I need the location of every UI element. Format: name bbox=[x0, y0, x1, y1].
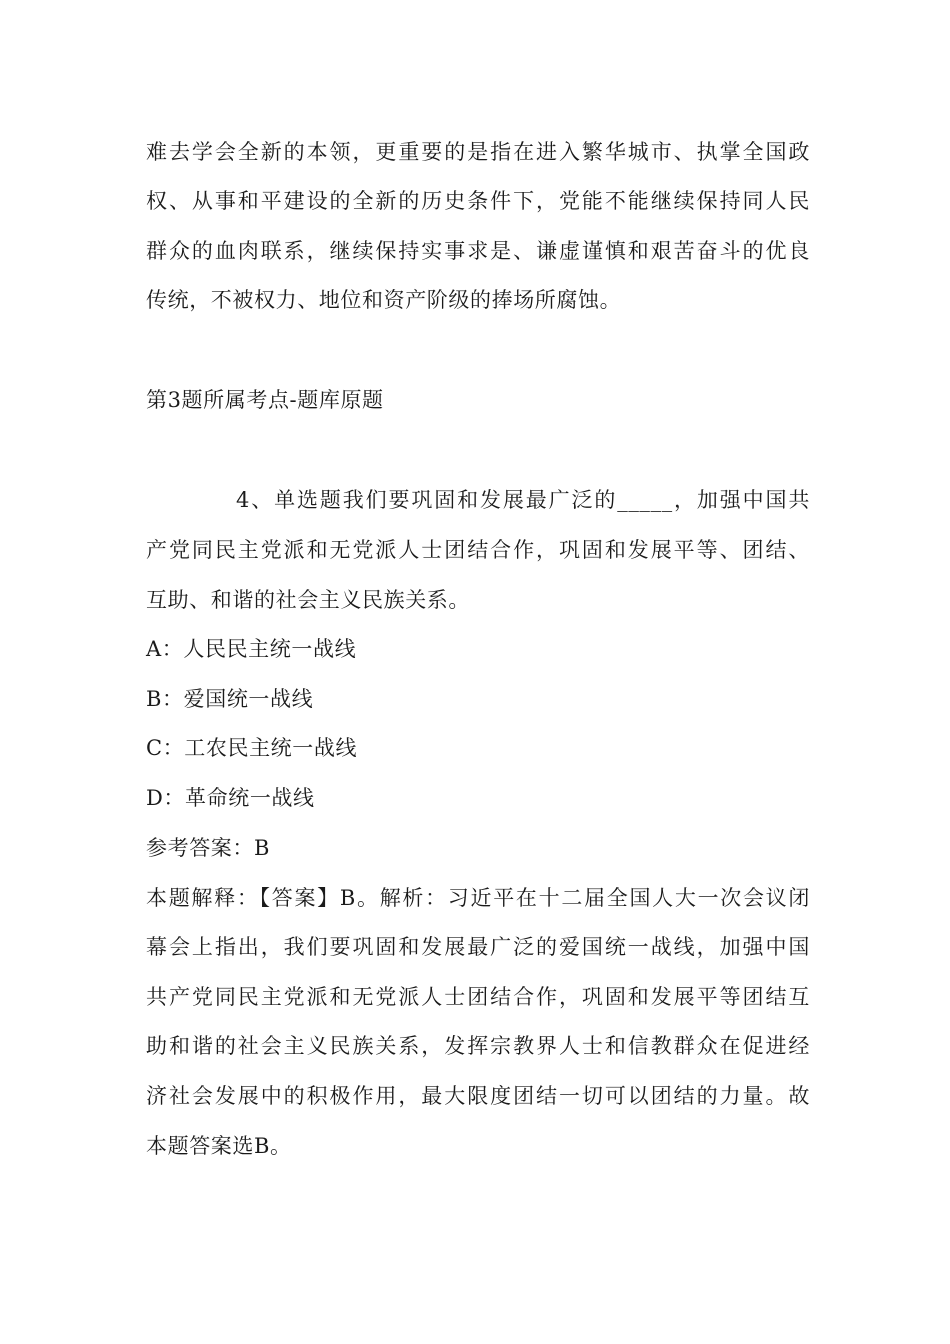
explanation-line-5: 济社会发展中的积极作用，最大限度团结一切可以团结的力量。故 bbox=[146, 1084, 810, 1108]
option-d: D：革命统一战线 bbox=[146, 786, 315, 810]
explanation-line-1: 本题解释：【答案】B。解析：习近平在十二届全国人大一次会议闭 bbox=[146, 886, 810, 910]
explanation-line-2: 幕会上指出，我们要巩固和发展最广泛的爱国统一战线，加强中国 bbox=[146, 935, 810, 959]
intro-line-1: 难去学会全新的本领，更重要的是指在进入繁华城市、执掌全国政 bbox=[146, 140, 810, 164]
intro-line-3: 群众的血肉联系，继续保持实事求是、谦虚谨慎和艰苦奋斗的优良 bbox=[146, 239, 810, 263]
answer-line: 参考答案：B bbox=[146, 836, 271, 860]
option-b: B：爱国统一战线 bbox=[146, 687, 314, 711]
option-c: C：工农民主统一战线 bbox=[146, 736, 358, 760]
option-a: A：人民民主统一战线 bbox=[146, 637, 357, 661]
explanation-line-3: 共产党同民主党派和无党派人士团结合作，巩固和发展平等团结互 bbox=[146, 985, 810, 1009]
intro-line-4: 传统，不被权力、地位和资产阶级的捧场所腐蚀。 bbox=[146, 288, 622, 312]
question-line-1: 4、单选题我们要巩固和发展最广泛的_____，加强中国共 bbox=[236, 488, 810, 512]
topic-line: 第3题所属考点-题库原题 bbox=[146, 388, 384, 412]
explanation-line-4: 助和谐的社会主义民族关系，发挥宗教界人士和信教群众在促进经 bbox=[146, 1034, 810, 1058]
question-line-2: 产党同民主党派和无党派人士团结合作，巩固和发展平等、团结、 bbox=[146, 538, 810, 562]
intro-line-2: 权、从事和平建设的全新的历史条件下，党能不能继续保持同人民 bbox=[146, 189, 810, 213]
explanation-line-6: 本题答案选B。 bbox=[146, 1134, 292, 1158]
question-line-3: 互助、和谐的社会主义民族关系。 bbox=[146, 588, 470, 612]
